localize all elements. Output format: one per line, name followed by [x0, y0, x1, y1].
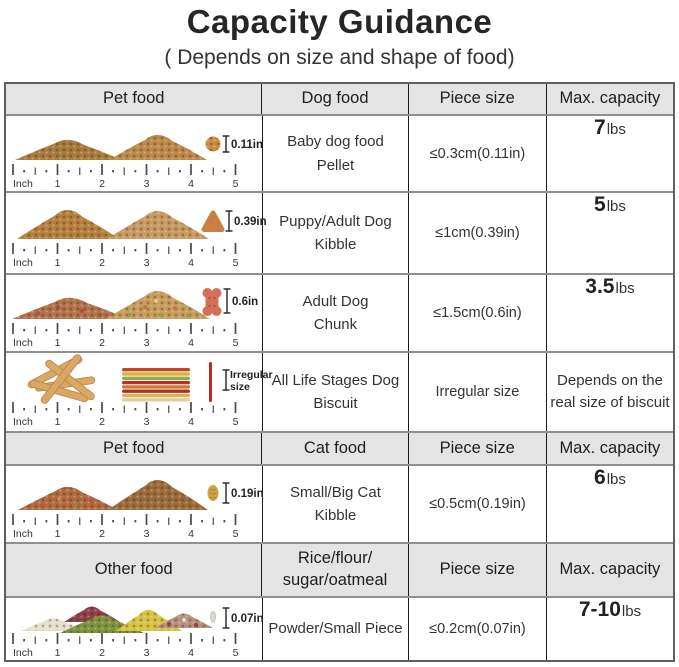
inch-ruler-icon — [13, 514, 239, 540]
food-type-text: Puppy/Adult Dog — [279, 212, 392, 230]
piece-size-cell — [409, 193, 547, 273]
ruler-number: 1 — [54, 257, 61, 269]
column-header-rice-flour-sugar-oatmeal — [262, 544, 408, 596]
ruler-number: 2 — [99, 177, 105, 190]
grain-icon — [210, 611, 215, 622]
page-subtitle: ( Depends on size and shape of food) — [164, 46, 515, 69]
column-header-pet-food — [6, 433, 262, 464]
inch-ruler-icon — [13, 323, 239, 349]
piece-size-text: ≤1cm(0.39in) — [435, 225, 520, 241]
food-type-cell — [263, 116, 409, 191]
ruler-unit-label: Inch — [13, 646, 33, 659]
size-marker-icon — [223, 370, 230, 390]
column-header-text: Max. capacity — [559, 438, 661, 457]
grain-piles-icon — [6, 600, 262, 659]
inch-ruler-icon — [13, 633, 239, 659]
kibble-icon — [204, 213, 222, 230]
capacity-text: real size of biscuit — [550, 394, 670, 411]
piece-dimension-label: 0.07in — [231, 612, 264, 625]
ruler-number: 2 — [99, 337, 105, 349]
food-type-cell — [263, 598, 409, 660]
column-header-text: Max. capacity — [559, 89, 661, 108]
column-header-text: Rice/flour/ — [297, 549, 373, 568]
ruler-number: 2 — [99, 416, 105, 428]
ruler-number: 2 — [99, 646, 105, 659]
piece-dimension-label: 0.6in — [232, 296, 259, 308]
cat-kibble-piles-icon — [6, 468, 262, 540]
column-header-text: Other food — [94, 560, 173, 579]
ruler-number: 4 — [188, 646, 194, 659]
capacity-unit: lbs — [606, 121, 626, 138]
food-type-text: Biscuit — [313, 395, 358, 412]
food-type-cell — [263, 353, 409, 431]
ruler-number: 4 — [188, 257, 194, 269]
ruler-number: 4 — [188, 337, 194, 349]
food-type-text: Powder/Small Piece — [268, 620, 403, 638]
ruler-number: 2 — [99, 257, 105, 269]
pellet-icon — [206, 136, 221, 151]
column-header-text: Piece size — [439, 438, 515, 457]
capacity-text: Depends on the — [557, 372, 663, 390]
table-row — [6, 193, 673, 275]
stick-stack-icon — [122, 368, 190, 402]
ruler-number: 1 — [54, 528, 61, 540]
piece-size-text: ≤1.5cm(0.6in) — [433, 305, 522, 321]
ruler-number: 3 — [143, 177, 150, 190]
food-type-text: Pellet — [316, 156, 355, 174]
ruler-number: 2 — [99, 528, 105, 540]
column-header-other-food — [6, 544, 262, 596]
bone-treat-icon — [203, 288, 222, 316]
biscuit-sticks-icon — [6, 356, 273, 428]
piece-size-cell — [409, 353, 547, 431]
piece-size-text: ≤0.2cm(0.07in) — [429, 621, 526, 637]
food-type-cell — [263, 275, 409, 351]
capacity-value: 5 — [594, 193, 606, 216]
inch-ruler-icon — [13, 402, 239, 428]
column-header-dog-food — [262, 84, 408, 114]
ruler-number: 3 — [143, 646, 150, 659]
column-header-text: Dog food — [301, 89, 369, 108]
ruler-number: 4 — [188, 177, 194, 190]
ruler-number: 1 — [54, 177, 61, 190]
piece-dimension-label: Irregular — [230, 369, 273, 381]
food-type-text: All Life Stages Dog — [271, 371, 400, 389]
kibble-piles-icon — [17, 210, 209, 239]
column-header-text: Pet food — [103, 438, 165, 457]
food-illustration-cell — [6, 466, 263, 542]
cat-kibble-piles-icon — [18, 480, 208, 510]
ruler-number: 5 — [232, 177, 239, 190]
page — [0, 3, 679, 662]
ruler-number: 4 — [188, 528, 194, 540]
column-header-text: Piece size — [439, 560, 515, 579]
baby-pellet-piles-icon — [6, 118, 262, 190]
food-type-cell — [263, 466, 409, 542]
ruler-number: 4 — [188, 416, 194, 428]
capacity-cell — [547, 116, 673, 191]
piece-size-text: ≤0.5cm(0.19in) — [429, 496, 526, 512]
column-header-pet-food — [6, 84, 262, 114]
piece-dimension-label: 0.39in — [234, 216, 267, 228]
capacity-cell — [547, 353, 673, 431]
capacity-table — [4, 82, 675, 662]
table-row — [6, 353, 673, 433]
food-type-text: Kibble — [314, 507, 357, 524]
size-marker-icon — [224, 289, 231, 313]
capacity-cell — [547, 193, 673, 273]
ruler-unit-label: Inch — [13, 177, 33, 190]
ruler-unit-label: Inch — [13, 337, 33, 349]
piece-dimension-label: 0.19in — [231, 488, 264, 500]
size-marker-icon — [223, 483, 230, 503]
pellet-piles-icon — [15, 134, 207, 159]
capacity-value: 7-10 — [578, 598, 621, 621]
column-header-text: Piece size — [439, 89, 515, 108]
ruler-number: 5 — [232, 337, 239, 349]
ruler-unit-label: Inch — [13, 257, 33, 269]
capacity-unit: lbs — [606, 471, 626, 488]
size-marker-icon — [223, 136, 230, 152]
piece-size-cell — [409, 116, 547, 191]
ruler-number: 3 — [143, 337, 150, 349]
piece-dimension-label: 0.11in — [231, 138, 263, 151]
column-header-max-capacity — [547, 433, 673, 464]
chunk-piles-icon — [12, 291, 210, 319]
food-type-cell — [263, 193, 409, 273]
column-header-piece-size — [409, 433, 547, 464]
grain-piles-icon — [21, 606, 213, 632]
column-header-text: Cat food — [303, 438, 367, 457]
capacity-cell — [547, 598, 673, 660]
kibble-piles-icon — [6, 197, 267, 269]
column-header-max-capacity — [547, 84, 673, 114]
ruler-number: 3 — [143, 416, 150, 428]
ruler-number: 3 — [143, 257, 150, 269]
ruler-unit-label: Inch — [13, 528, 33, 540]
piece-size-cell — [409, 275, 547, 351]
ruler-number: 5 — [232, 646, 239, 659]
ruler-number: 3 — [143, 528, 150, 540]
capacity-cell — [547, 466, 673, 542]
capacity-unit: lbs — [615, 280, 635, 297]
piece-size-text: Irregular size — [435, 384, 520, 400]
capacity-value: 7 — [594, 116, 606, 139]
ruler-number: 5 — [232, 257, 239, 269]
capacity-value: 3.5 — [585, 275, 615, 298]
table-row — [6, 466, 673, 544]
food-type-text: Adult Dog — [302, 292, 369, 310]
biscuit-strips-icon — [27, 353, 96, 405]
header-row — [6, 84, 673, 116]
column-header-piece-size — [409, 84, 547, 114]
capacity-unit: lbs — [606, 198, 626, 215]
ruler-number: 5 — [232, 528, 239, 540]
column-header-text: Pet food — [103, 89, 165, 108]
size-marker-icon — [226, 211, 233, 231]
size-marker-icon — [223, 608, 230, 628]
food-illustration-cell — [6, 193, 267, 273]
header-row — [6, 544, 673, 598]
table-row — [6, 275, 673, 353]
food-illustration-cell — [6, 275, 263, 351]
capacity-cell — [547, 275, 673, 351]
food-illustration-cell — [6, 116, 263, 191]
ruler-number: 1 — [54, 337, 61, 349]
inch-ruler-icon — [13, 164, 239, 190]
column-header-text: sugar/oatmeal — [282, 571, 388, 589]
ruler-unit-label: Inch — [13, 416, 33, 428]
cat-kibble-icon — [208, 485, 219, 501]
piece-dimension-label: size — [230, 381, 250, 393]
table-row — [6, 116, 673, 193]
column-header-cat-food — [262, 433, 408, 464]
piece-size-cell — [409, 598, 547, 660]
food-type-text: Small/Big Cat — [290, 483, 381, 501]
ruler-number: 5 — [232, 416, 239, 428]
page-title: Capacity Guidance — [186, 3, 493, 40]
piece-size-text: ≤0.3cm(0.11in) — [429, 145, 526, 162]
food-type-text: Kibble — [314, 236, 357, 253]
ruler-number: 1 — [54, 646, 61, 659]
capacity-unit: lbs — [621, 603, 642, 620]
column-header-max-capacity — [547, 544, 673, 596]
food-illustration-cell — [6, 353, 273, 431]
column-header-piece-size — [409, 544, 547, 596]
capacity-value: 6 — [594, 466, 606, 489]
food-type-text: Baby dog food — [287, 133, 384, 151]
column-header-text: Max. capacity — [559, 560, 661, 579]
biscuit-stick-icon — [209, 362, 212, 402]
inch-ruler-icon — [13, 243, 239, 269]
header-row — [6, 433, 673, 466]
food-type-text: Chunk — [313, 316, 358, 333]
food-illustration-cell — [6, 598, 263, 660]
table-row — [6, 598, 673, 660]
chunk-piles-icon — [6, 277, 262, 349]
ruler-number: 1 — [54, 416, 61, 428]
piece-size-cell — [409, 466, 547, 542]
